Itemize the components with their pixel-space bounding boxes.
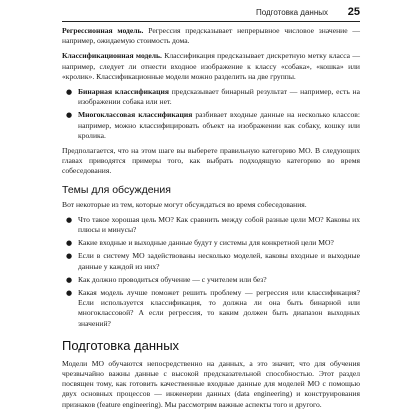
list-item	[62, 110, 360, 141]
bullet-icon: ●	[66, 215, 73, 224]
list-item-text: Какая модель лучше поможет решить проблему — регрессия или классификация? Если используется классификация, то должна ли она быть бинарной или многоклассовой? А если регрессия, то каким должен быть диапазон выходных значений?	[78, 288, 360, 328]
regression-paragraph	[62, 26, 360, 46]
list-item-term: Бинарная классификация	[78, 87, 169, 97]
list-item	[62, 251, 360, 271]
list-item	[62, 87, 360, 107]
list-item-text: Какие входные и выходные данные будут у системы для конкретной цели МО?	[78, 238, 334, 248]
bullet-icon: ●	[66, 289, 73, 298]
running-header-title: Подготовка данных	[255, 8, 328, 17]
list-item-text: предсказывает бинарный результат — например, есть на изображении собака или нет.	[78, 87, 360, 107]
classification-text: Классификация предсказывает дискретную метку класса — например, следует ли отнести входное изображение к классу «собака», «кошка» или «кролик». Классификационные модели можно разделить на две группы.	[62, 51, 360, 81]
running-header	[62, 7, 360, 22]
regression-term: Регрессионная модель.	[62, 26, 144, 35]
summary-paragraph: Предполагается, что на этом шаге вы выберете правильную категорию МО. В следующих главах приводятся примеры того, как выбрать подходящую категорию во время собеседования.	[62, 146, 360, 176]
discussion-heading: Темы для обсуждения	[62, 183, 171, 196]
bullet-icon: ●	[66, 88, 73, 97]
list-item-text: Что такое хорошая цель МО? Как сравнить между собой разные цели МО? Каковы их плюсы и минусы?	[78, 214, 360, 235]
discussion-intro: Вот некоторые из тем, которые могут обсуждаться во время собеседования.	[62, 199, 307, 209]
classification-types-list	[62, 87, 360, 141]
regression-text: Регрессия предсказывает непрерывное числовое значение — например, ожидаемую стоимость дома.	[62, 26, 360, 46]
classification-term: Классификационная модель.	[62, 51, 162, 61]
data-prep-heading: Подготовка данных	[62, 337, 180, 353]
page-content	[62, 26, 360, 415]
list-item-text: Как должно проводиться обучение — с учителем или без?	[78, 274, 267, 284]
list-item-text: разбивает входные данные на несколько классов: например, можно классифицировать объект на изображении как собаку, кошку или кролика.	[78, 110, 360, 140]
data-prep-paragraph: Модели МО обучаются непосредственно на данных, а это значит, что для обучения чрезвычайно важны данные с высокой предсказательной способностью. Этот раздел посвящен тому, как готовить качественные входные данные для моделей МО с помощью двух основных процессов — инженерии данных (data engineering) и конструирования признаков (feature engineering). Мы рассмотрим важные аспекты того и другого.	[62, 358, 360, 409]
list-item-term: Многоклассовая классификация	[78, 110, 193, 120]
page-number: 25	[347, 6, 360, 18]
list-item	[62, 288, 360, 329]
list-item	[62, 215, 360, 235]
bullet-icon: ●	[66, 275, 73, 284]
list-item	[62, 275, 360, 285]
bullet-icon: ●	[66, 111, 73, 120]
list-item	[62, 238, 360, 248]
list-item-text: Если в систему МО задействованы несколько моделей, каковы входные и выходные данные у каждой из них?	[78, 251, 360, 271]
bullet-icon: ●	[66, 252, 73, 261]
classification-paragraph	[62, 51, 360, 82]
discussion-topics-list	[62, 215, 360, 329]
bullet-icon: ●	[66, 239, 73, 248]
